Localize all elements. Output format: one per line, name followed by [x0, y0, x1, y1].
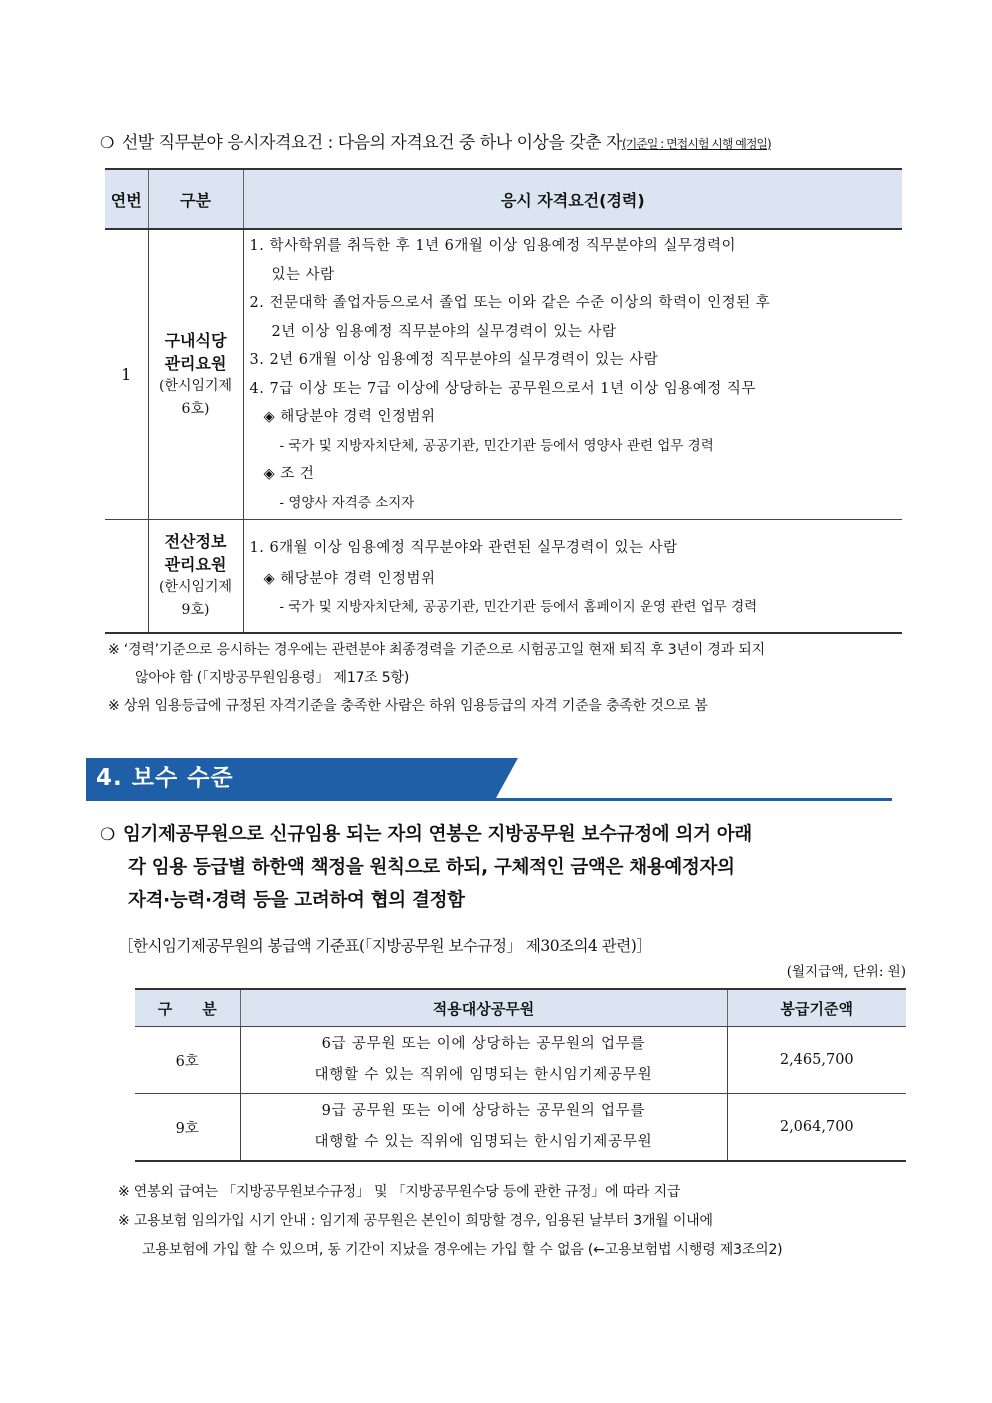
note-line: ※ 고용보험 임의가입 시기 안내 : 임기제 공무원은 본인이 희망할 경우, 임용된 날부터 3개월 이내에 — [118, 1213, 713, 1229]
section-title-slant — [496, 758, 518, 798]
pay-target-line: 9급 공무원 또는 이에 상당하는 공무원의 업무를 — [321, 1103, 646, 1119]
row-category — [148, 520, 243, 634]
category-grade: (한시임기제 — [158, 377, 233, 394]
category-name: 관리요원 — [164, 353, 227, 373]
category-grade: (한시임기제 — [158, 579, 233, 595]
note-line: ※ 연봉외 급여는 「지방공무원보수규정」 및 「지방공무원수당 등에 관한 규정」에 따라 지급 — [118, 1184, 681, 1200]
requirement-line: 1. 6개월 이상 임용예정 직무분야와 관련된 실무경력이 있는 사람 — [249, 539, 678, 556]
table-row — [105, 520, 902, 634]
header-requirements: 응시 자격요건(경력) — [243, 169, 902, 229]
unit-note: (월지급액, 단위: 원) — [786, 964, 906, 980]
category-grade: 9호) — [181, 602, 210, 618]
salary-paragraph — [100, 818, 920, 917]
header-target: 적용대상공무원 — [240, 989, 727, 1027]
row-number — [105, 520, 148, 634]
pay-target-line: 대행할 수 있는 직위에 임명되는 한시임기제공무원 — [314, 1134, 653, 1150]
salary-line-text: 임기제공무원으로 신규임용 되는 자의 연봉은 지방공무원 보수규정에 의거 아래 — [122, 824, 752, 845]
qualification-heading-note: (기준일 : 면접시험 시행 예정일) — [621, 137, 771, 151]
note-line: 않아야 함 (「지방공무원임용령」 제17조 5항) — [135, 670, 410, 686]
requirement-line: 2. 전문대학 졸업자등으로서 졸업 또는 이와 같은 수준 이상의 학력이 인정된 후 — [249, 295, 771, 311]
salary-line: 자격·능력·경력 등을 고려하여 협의 결정함 — [128, 890, 465, 911]
header-grade: 구 분 — [135, 989, 240, 1027]
category-name: 전산정보 — [164, 532, 227, 551]
table-row — [105, 229, 902, 520]
section-title: 4. 보수 수준 — [86, 758, 496, 798]
section-divider — [86, 798, 892, 801]
pay-table-header — [135, 989, 906, 1027]
requirement-detail: - 국가 및 지방자치단체, 공공기관, 민간기관 등에서 홈페이지 운영 관련 업무 경력 — [279, 599, 758, 615]
requirement-detail: - 국가 및 지방자치단체, 공공기관, 민간기관 등에서 영양사 관련 업무 경력 — [279, 437, 714, 454]
qualification-heading — [100, 128, 920, 153]
pay-target-line: 6급 공무원 또는 이에 상당하는 공무원의 업무를 — [321, 1036, 646, 1052]
bullet-circle-icon: ❍ — [100, 133, 114, 152]
pay-table — [135, 988, 906, 1162]
requirement-line: 있는 사람 — [271, 266, 335, 283]
table-row — [135, 1027, 906, 1094]
header-category: 구분 — [148, 169, 243, 229]
diamond-bullet-line: ◈ 해당분야 경력 인정범위 — [263, 409, 436, 425]
requirements-cell — [243, 520, 902, 634]
pay-target — [240, 1027, 727, 1094]
requirement-line: 1. 학사학위를 취득한 후 1년 6개월 이상 임용예정 직무분야의 실무경력이 — [249, 238, 736, 254]
pay-amount: 2,465,700 — [727, 1027, 906, 1094]
category-name: 구내식당 — [164, 330, 227, 350]
diamond-bullet-line: ◈ 조 건 — [263, 466, 315, 482]
section-header — [86, 758, 892, 804]
requirement-detail: - 영양사 자격증 소지자 — [279, 494, 415, 511]
qualification-table-header — [105, 169, 902, 229]
pay-target — [240, 1094, 727, 1162]
row-category — [148, 229, 243, 520]
pay-target-line: 대행할 수 있는 직위에 임명되는 한시임기제공무원 — [314, 1067, 653, 1083]
requirements-cell — [243, 229, 902, 520]
qualification-notes — [108, 636, 908, 720]
requirement-line: 3. 2년 6개월 이상 임용예정 직무분야의 실무경력이 있는 사람 — [249, 352, 659, 368]
salary-line — [100, 818, 920, 851]
salary-notes — [118, 1178, 918, 1265]
requirement-line: 4. 7급 이상 또는 7급 이상에 상당하는 공무원으로서 1년 이상 임용예정 직무 — [249, 380, 756, 397]
requirement-line: 2년 이상 임용예정 직무분야의 실무경력이 있는 사람 — [271, 323, 617, 340]
qualification-heading-text: 선발 직무분야 응시자격요건 : 다음의 자격요건 중 하나 이상을 갖춘 자 — [121, 133, 622, 153]
diamond-bullet-line: ◈ 해당분야 경력 인정범위 — [263, 570, 436, 587]
note-line: 고용보험에 가입 할 수 있으며, 동 기간이 지났을 경우에는 가입 할 수 없음 (←고용보험법 시행령 제3조의2) — [142, 1242, 783, 1258]
bullet-circle-icon: ❍ — [100, 825, 115, 845]
note-line: ※ 상위 임용등급에 규정된 자격기준을 충족한 사람은 하위 임용등급의 자격 기준을 충족한 것으로 봄 — [108, 698, 708, 714]
qualification-table — [105, 168, 902, 634]
table-row — [135, 1094, 906, 1162]
salary-line: 각 임용 등급별 하한액 책정을 원칙으로 하되, 구체적인 금액은 채용예정자의 — [128, 857, 735, 878]
row-number: 1 — [105, 229, 148, 520]
note-line: ※ ‘경력’기준으로 응시하는 경우에는 관련분야 최종경력을 기준으로 시험공고일 현재 퇴직 후 3년이 경과 되지 — [108, 642, 765, 658]
pay-amount: 2,064,700 — [727, 1094, 906, 1162]
category-name: 관리요원 — [164, 555, 227, 574]
pay-table-caption: ［한시임기제공무원의 봉급액 기준표(「지방공무원 보수규정」 제30조의4 관련)］ — [118, 937, 652, 955]
header-amount: 봉급기준액 — [727, 989, 906, 1027]
pay-grade: 6호 — [135, 1027, 240, 1094]
category-grade: 6호) — [181, 400, 210, 417]
pay-grade: 9호 — [135, 1094, 240, 1162]
header-no: 연번 — [105, 169, 148, 229]
